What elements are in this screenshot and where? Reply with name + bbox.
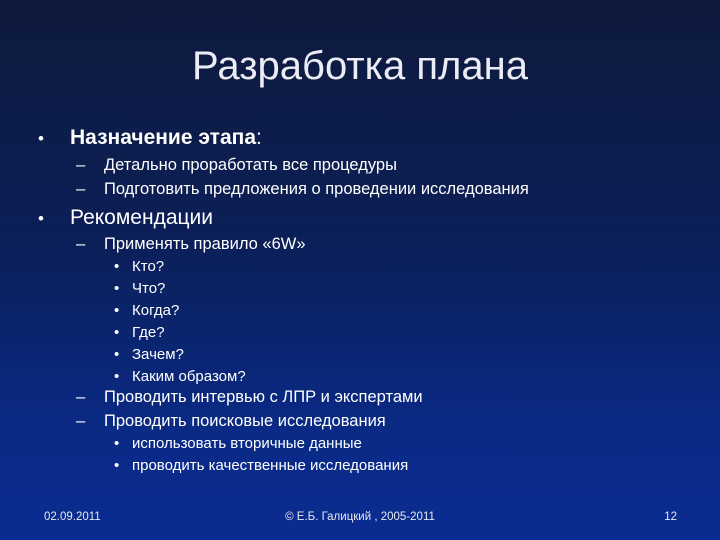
bullet-icon: • [38, 209, 44, 228]
bullet-icon: • [114, 368, 120, 385]
section-purpose [38, 125, 262, 152]
question-text: Каким образом? [132, 368, 246, 385]
sub-list-item [114, 434, 362, 454]
footer-page-number: 12 [664, 511, 677, 523]
list-item [76, 179, 529, 200]
sub-list-item-text: использовать вторичные данные [132, 435, 362, 452]
list-item [76, 155, 397, 176]
list-item-text: Применять правило «6W» [104, 235, 306, 253]
question-item [114, 367, 246, 387]
sub-list-item [114, 456, 408, 476]
footer-date: 02.09.2011 [44, 511, 101, 523]
section-recommendations [38, 205, 213, 232]
section-recommendations-label: Рекомендации [70, 206, 214, 229]
list-item [76, 387, 423, 408]
slide-title: Разработка плана [192, 44, 528, 88]
list-item [76, 411, 386, 432]
dash-icon: – [76, 156, 86, 174]
question-item [114, 279, 165, 299]
dash-icon: – [76, 180, 86, 198]
bullet-icon: • [114, 302, 120, 319]
section-purpose-colon: : [256, 126, 262, 149]
footer-copyright: © Е.Б. Галицкий , 2005-2011 [285, 511, 435, 523]
dash-icon: – [76, 388, 86, 406]
bullet-icon: • [38, 129, 44, 148]
question-item [114, 345, 184, 365]
question-item [114, 257, 164, 277]
bullet-icon: • [114, 280, 120, 297]
section-purpose-label: Назначение этапа [70, 126, 257, 149]
bullet-icon: • [114, 457, 120, 474]
dash-icon: – [76, 235, 86, 253]
list-item-text: Детально проработать все процедуры [104, 156, 397, 174]
question-text: Где? [132, 324, 165, 341]
bullet-icon: • [114, 346, 120, 363]
bullet-icon: • [114, 324, 120, 341]
dash-icon: – [76, 412, 86, 430]
question-text: Кто? [132, 258, 165, 275]
list-item-text: Проводить интервью с ЛПР и экспертами [104, 388, 423, 406]
question-text: Когда? [132, 302, 180, 319]
question-text: Зачем? [132, 346, 184, 363]
bullet-icon: • [114, 435, 120, 452]
question-text: Что? [132, 280, 166, 297]
list-item [76, 234, 306, 255]
list-item-text: Подготовить предложения о проведении исследования [104, 180, 529, 198]
question-item [114, 301, 179, 321]
bullet-icon: • [114, 258, 120, 275]
sub-list-item-text: проводить качественные исследования [132, 457, 409, 474]
question-item [114, 323, 165, 343]
list-item-text: Проводить поисковые исследования [104, 412, 386, 430]
